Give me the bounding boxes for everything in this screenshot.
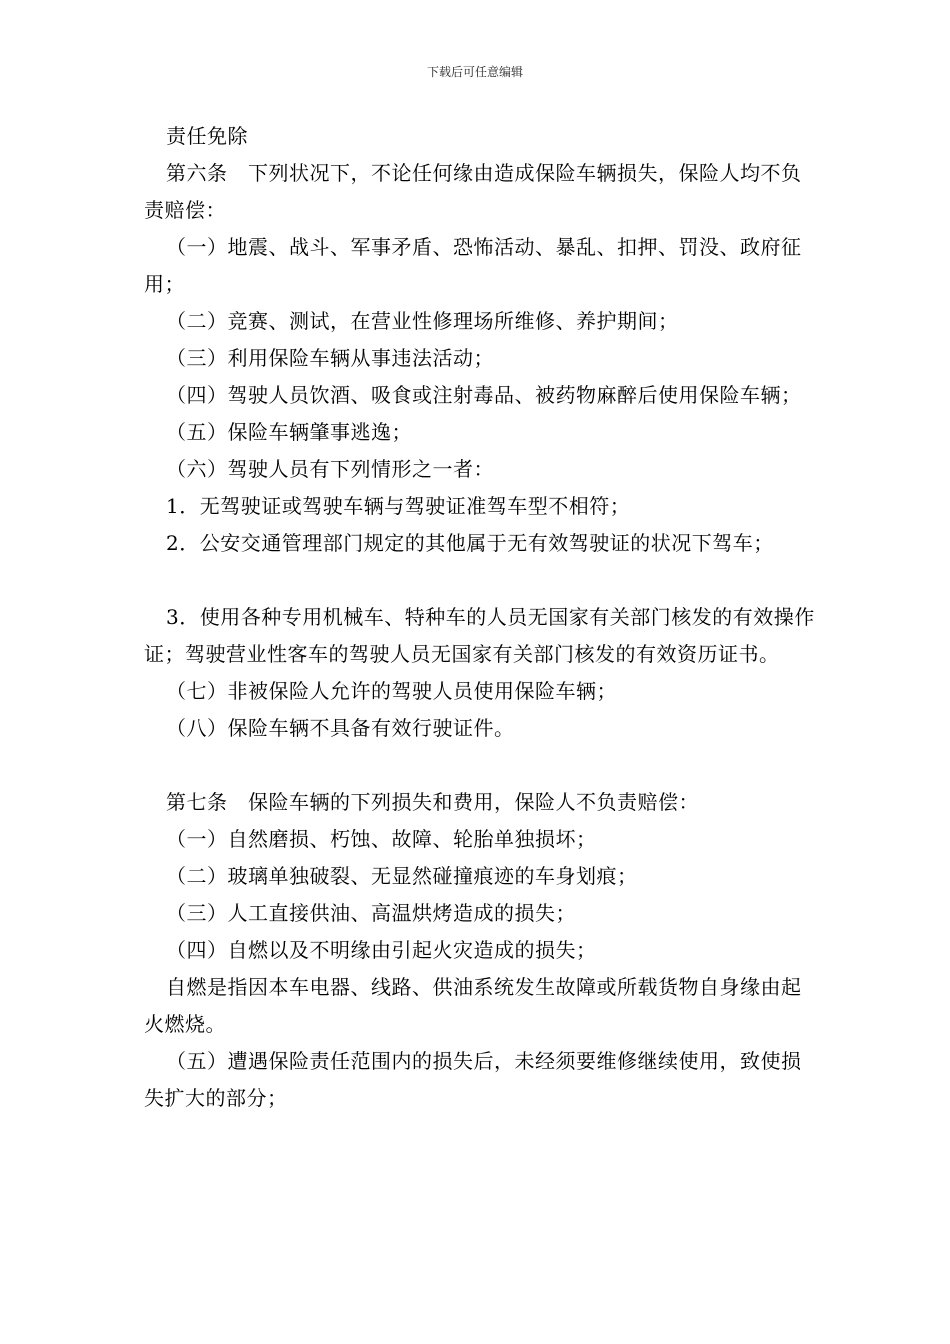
article-6-item-2: （二）竞赛、测试，在营业性修理场所维修、养护期间； xyxy=(166,309,679,333)
page-header: 下载后可任意编辑 xyxy=(426,65,523,79)
article-6-item-3: （三）利用保险车辆从事违法活动； xyxy=(166,346,494,370)
paragraph-gap xyxy=(144,747,819,784)
article-7-item-1: （一）自然磨损、朽蚀、故障、轮胎单独损坏； xyxy=(166,827,597,851)
article-6-item-6-sub-1: 1．无驾驶证或驾驶车辆与驾驶证准驾车型不相符； xyxy=(166,494,631,518)
article-6-item-7: （七）非被保险人允许的驾驶人员使用保险车辆； xyxy=(166,679,617,703)
section-title: 责任免除 xyxy=(166,124,248,148)
article-7-item-4-note: 自燃是指因本车电器、线路、供油系统发生故障或所载货物自身缘由起火燃烧。 xyxy=(144,975,802,1036)
article-6-paragraph: 第六条 下列状况下，不论任何缘由造成保险车辆损失，保险人均不负责赔偿： xyxy=(144,161,802,222)
article-7-item-4: （四）自燃以及不明缘由引起火灾造成的损失； xyxy=(166,938,597,962)
article-6-item-8: （八）保险车辆不具备有效行驶证件。 xyxy=(166,716,515,740)
article-7-paragraph: 第七条 保险车辆的下列损失和费用，保险人不负责赔偿： xyxy=(166,790,699,814)
article-7-item-5: （五）遭遇保险责任范围内的损失后，未经须要维修继续使用，致使损失扩大的部分； xyxy=(144,1049,802,1110)
document-body xyxy=(144,118,819,1117)
article-6-item-6-sub-3: 3．使用各种专用机械车、特种车的人员无国家有关部门核发的有效操作证；驾驶营业性客车的驾驶人员无国家有关部门核发的有效资历证书。 xyxy=(144,605,815,666)
paragraph-gap xyxy=(144,562,819,599)
article-7-item-2: （二）玻璃单独破裂、无显然碰撞痕迹的车身划痕； xyxy=(166,864,638,888)
article-6-item-1: （一）地震、战斗、军事矛盾、恐怖活动、暴乱、扣押、罚没、政府征用； xyxy=(144,235,802,296)
article-6-item-4: （四）驾驶人员饮酒、吸食或注射毒品、被药物麻醉后使用保险车辆； xyxy=(166,383,802,407)
article-6-item-6: （六）驾驶人员有下列情形之一者： xyxy=(166,457,494,481)
article-7-item-3: （三）人工直接供油、高温烘烤造成的损失； xyxy=(166,901,576,925)
article-6-item-5: （五）保险车辆肇事逃逸； xyxy=(166,420,412,444)
article-6-item-6-sub-2: 2．公安交通管理部门规定的其他属于无有效驾驶证的状况下驾车； xyxy=(166,531,774,555)
